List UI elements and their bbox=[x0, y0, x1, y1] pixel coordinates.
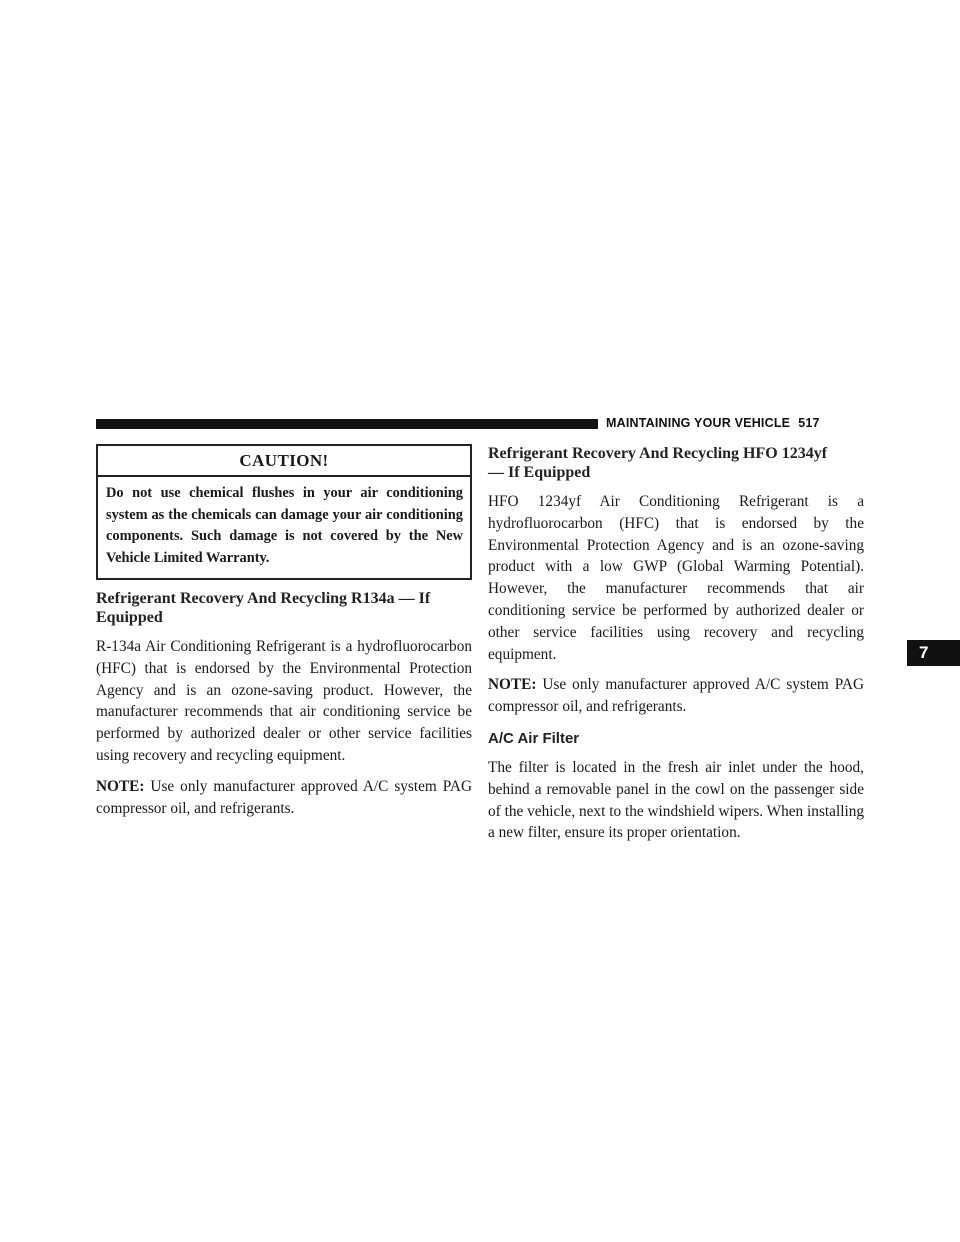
r134a-heading-line1: Refrigerant Recovery And Recycling R134a — If bbox=[96, 590, 431, 607]
page-number: 517 bbox=[798, 416, 820, 430]
note-label: NOTE: bbox=[488, 676, 537, 694]
hfo1234yf-note bbox=[488, 674, 864, 718]
hfo1234yf-paragraph: HFO 1234yf Air Conditioning Refrigerant is a hydrofluorocarbon (HFC) that is endorsed by the Environmental Protection Agency and is an ozone-saving product with a low GWP (Global Warming Potential). However, the manufacturer recommends that air conditioning service be performed by authorized dealer or other service facilities using recovery and recycling equipment. bbox=[488, 493, 864, 663]
running-header bbox=[606, 416, 820, 430]
left-column bbox=[96, 444, 472, 819]
caution-title: CAUTION! bbox=[98, 446, 470, 477]
right-column bbox=[488, 444, 864, 844]
r134a-heading bbox=[96, 589, 472, 627]
caution-text: Do not use chemical flushes in your air conditioning system as the chemicals can damage your air conditioning components. Such damage is not covered by the New Vehicle Limited Warranty. bbox=[106, 485, 463, 566]
hfo1234yf-heading bbox=[488, 444, 864, 482]
caution-box bbox=[96, 444, 472, 580]
chapter-tab: 7 bbox=[907, 640, 960, 666]
note-label: NOTE: bbox=[96, 777, 145, 795]
header-rule bbox=[96, 419, 598, 429]
hfo1234yf-heading-line2: — If Equipped bbox=[488, 464, 591, 481]
r134a-paragraph: R-134a Air Conditioning Refrigerant is a hydrofluorocarbon (HFC) that is endorsed by the Environmental Protection Agency and is an ozone-saving product. However, the manufacturer recommends that air conditioning service be performed by authorized dealer or other service facilities using recovery and recycling equipment. bbox=[96, 638, 472, 764]
r134a-note bbox=[96, 776, 472, 820]
air-filter-heading: A/C Air Filter bbox=[488, 729, 580, 747]
hfo1234yf-heading-line1: Refrigerant Recovery And Recycling HFO 1234yf bbox=[488, 445, 828, 462]
r134a-heading-line2: Equipped bbox=[96, 609, 163, 626]
air-filter-paragraph: The filter is located in the fresh air inlet under the hood, behind a removable panel in the cowl on the passenger side of the vehicle, next to the windshield wipers. When installing a new filter, ensure its proper orientation. bbox=[488, 758, 864, 842]
note-text: Use only manufacturer approved A/C system PAG compressor oil, and refrigerants. bbox=[96, 777, 472, 817]
section-title: MAINTAINING YOUR VEHICLE bbox=[606, 416, 791, 430]
note-text: Use only manufacturer approved A/C system PAG compressor oil, and refrigerants. bbox=[488, 676, 864, 716]
